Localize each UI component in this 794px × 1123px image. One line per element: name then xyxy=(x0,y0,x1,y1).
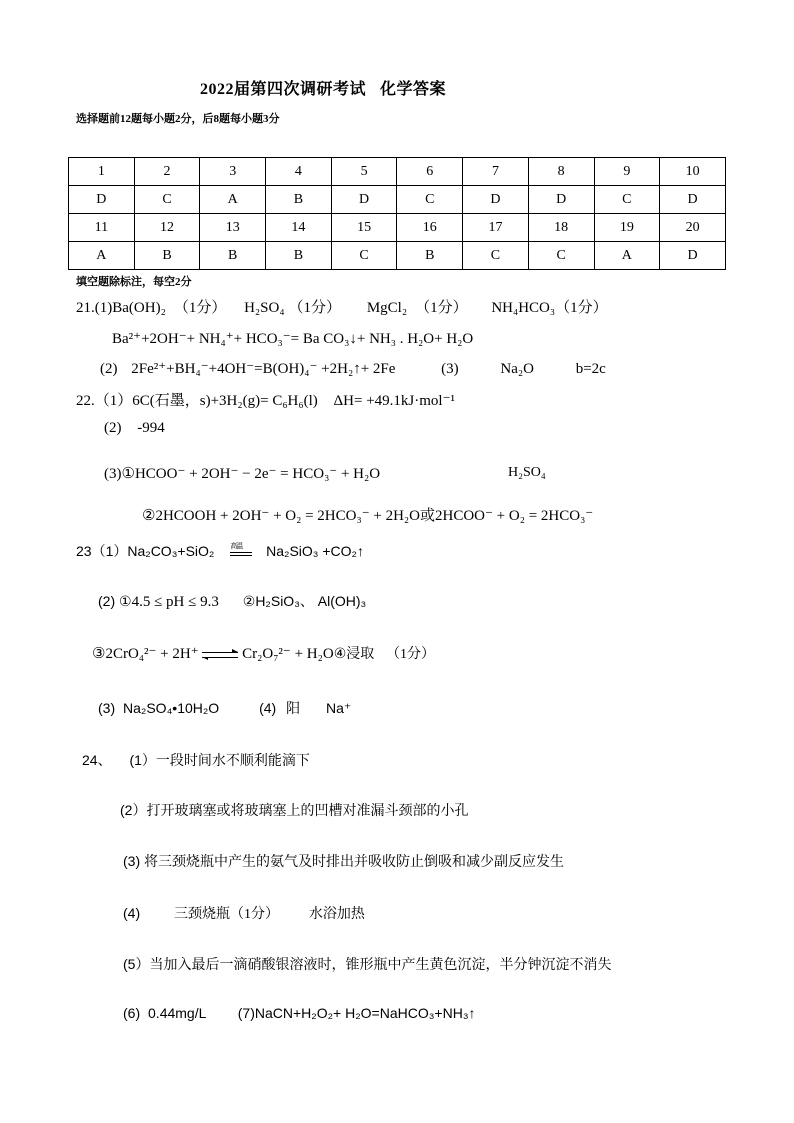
q21-p3-label: (3) xyxy=(441,361,459,377)
q24-line4 xyxy=(123,903,365,923)
q22-line3 xyxy=(104,464,380,483)
q24-p1: (1）一段时间水不顺利能滴下 xyxy=(129,752,310,768)
q24-line1 xyxy=(82,750,310,770)
q24-p7: (7)NaCN+H₂O₂+ H₂O=NaHCO₃+NH₃↑ xyxy=(237,1005,476,1021)
title-sub: 化学答案 xyxy=(380,81,447,98)
table-cell: 7 xyxy=(463,158,529,186)
q22-line4 xyxy=(142,504,593,525)
q23-p2-c-right: Cr₂O₇²⁻ + H₂O xyxy=(242,646,334,662)
table-cell: B xyxy=(200,242,266,270)
q21-b: H₂SO₄ xyxy=(244,300,285,316)
q24-p3: (3) 将三颈烧瓶中产生的氨气及时排出并吸收防止倒吸和减少副反应发生 xyxy=(123,853,564,869)
table-cell: B xyxy=(134,242,200,270)
q22-p3-b: H₂SO₄ xyxy=(508,465,546,480)
table-cell: C xyxy=(331,242,397,270)
fill-note: 填空题除标注，每空2分 xyxy=(76,276,192,288)
q21-p3-b: b=2c xyxy=(575,361,606,377)
q21-c: MgCl₂ xyxy=(366,300,408,316)
table-cell: C xyxy=(594,186,660,214)
q23-p4-label: (4) xyxy=(259,700,277,716)
table-cell: 1 xyxy=(69,158,135,186)
q23-p2-label: (2) ① xyxy=(98,593,132,609)
table-cell: 15 xyxy=(331,214,397,242)
q22-p3-eq2-b: 2HCOO⁻ + O₂ = 2HCO₃⁻ xyxy=(435,508,594,524)
q23-p3-val: Na₂SO₄•10H₂O xyxy=(123,700,220,716)
q23-p2-b: ②H₂SiO₃、 Al(OH)₃ xyxy=(242,593,367,609)
q21-d-pts: （1分） xyxy=(555,300,608,316)
table-cell: 14 xyxy=(266,214,332,242)
table-cell: C xyxy=(134,186,200,214)
table-cell: C xyxy=(528,242,594,270)
q23-line2 xyxy=(98,591,366,611)
table-cell: 20 xyxy=(660,214,726,242)
q23-line1 xyxy=(76,541,364,561)
table-cell: 5 xyxy=(331,158,397,186)
q21-c-pts: （1分） xyxy=(415,300,468,316)
table-cell: 16 xyxy=(397,214,463,242)
q24-label: 24、 xyxy=(82,752,112,768)
q21-line1 xyxy=(76,296,608,317)
q22-eq1: 6C(石墨，s)+3H₂(g)= C₆H₆(l) xyxy=(132,393,318,409)
q22-dh: ΔH= +49.1kJ·mol⁻¹ xyxy=(333,393,456,409)
q24-line6 xyxy=(123,1005,476,1021)
q23-p2-c-label: ③ xyxy=(92,646,106,662)
q23-p4-b: Na⁺ xyxy=(326,700,352,716)
q21-line2 xyxy=(100,359,606,378)
q21-a: Ba(OH)₂ xyxy=(112,300,166,316)
answer-table xyxy=(68,157,726,270)
table-cell: 13 xyxy=(200,214,266,242)
table-cell: C xyxy=(463,242,529,270)
q22-p3-label: (3)① xyxy=(104,466,135,482)
q23-p2-c-left: 2CrO₄²⁻ + 2H⁺ xyxy=(105,646,199,662)
q24-p5: (5）当加入最后一滴硝酸银溶液时，锥形瓶中产生黄色沉淀，半分钟沉淀不消失 xyxy=(123,956,612,972)
q22-p2-val: -994 xyxy=(137,420,165,436)
q23-eq1-right: Na₂SiO₃ +CO₂↑ xyxy=(266,543,364,559)
table-row xyxy=(69,214,726,242)
table-cell: D xyxy=(660,242,726,270)
table-cell: D xyxy=(463,186,529,214)
table-cell: B xyxy=(266,186,332,214)
table-cell: 8 xyxy=(528,158,594,186)
q23-label: 23（1） xyxy=(76,543,128,559)
q21-p2-label: (2) xyxy=(100,361,118,377)
q22-label: 22.（1） xyxy=(76,393,133,409)
table-cell: D xyxy=(331,186,397,214)
table-row xyxy=(69,242,726,270)
q23-p2-d: ④浸取 xyxy=(333,645,375,661)
q21-a-pts: （1分） xyxy=(173,300,227,316)
table-cell: C xyxy=(397,186,463,214)
table-cell: 2 xyxy=(134,158,200,186)
q23-eq1-left: Na₂CO₃+SiO₂ xyxy=(127,543,215,559)
q21-p3-a: Na₂O xyxy=(500,361,534,377)
q21-b-pts: （1分） xyxy=(288,300,342,316)
q21-label: 21.(1) xyxy=(76,300,113,316)
q23-p3-label: (3) xyxy=(98,700,116,716)
q22-p3-eq2-a: ②2HCOOH + 2OH⁻ + O₂ = 2HCO₃⁻ + 2H₂O xyxy=(142,508,420,524)
table-cell: 3 xyxy=(200,158,266,186)
table-cell: B xyxy=(397,242,463,270)
q22-line2 xyxy=(104,420,165,437)
q24-p4-pts: （1分） xyxy=(230,907,280,922)
high-temp-condition xyxy=(230,544,252,560)
q24-p6-label: (6) xyxy=(123,1005,141,1021)
q24-p6-val: 0.44mg/L xyxy=(148,1005,206,1021)
q24-p4-a: 三颈烧瓶 xyxy=(174,905,231,921)
q23-line3 xyxy=(92,643,435,663)
table-cell: 19 xyxy=(594,214,660,242)
q21-d: NH₄HCO₃ xyxy=(491,300,556,316)
q24-p4-b: 水浴加热 xyxy=(308,905,365,921)
table-cell: D xyxy=(660,186,726,214)
q21-eq2: 2Fe²⁺+BH₄⁻+4OH⁻=B(OH)₄⁻ +2H₂↑+ 2Fe xyxy=(131,361,396,377)
q23-p2-d-pts: （1分） xyxy=(386,647,436,662)
table-cell: 6 xyxy=(397,158,463,186)
title-main: 2022届第四次调研考试 xyxy=(200,81,367,98)
q23-p2-range: 4.5 ≤ pH ≤ 9.3 xyxy=(131,594,219,610)
table-cell: A xyxy=(200,186,266,214)
q21-eq1: Ba²⁺+2OH⁻+ NH₄⁺+ HCO₃⁻= Ba CO₃↓+ NH₃ . H₂O+ H₂O xyxy=(112,331,474,347)
q22-line1 xyxy=(76,389,455,410)
table-row xyxy=(69,158,726,186)
table-cell: A xyxy=(69,242,135,270)
q24-p2: (2）打开玻璃塞或将玻璃塞上的凹槽对准漏斗颈部的小孔 xyxy=(120,802,469,818)
table-cell: A xyxy=(594,242,660,270)
table-cell: 4 xyxy=(266,158,332,186)
q23-line4 xyxy=(98,698,351,718)
page-title xyxy=(200,76,446,99)
table-cell: D xyxy=(528,186,594,214)
choice-note: 选择题前12题每小题2分，后8题每小题3分 xyxy=(76,113,280,125)
q22-p3-or: 或 xyxy=(419,508,435,524)
q22-p2-label: (2) xyxy=(104,420,122,436)
table-cell: 17 xyxy=(463,214,529,242)
table-cell: B xyxy=(266,242,332,270)
table-cell: 9 xyxy=(594,158,660,186)
table-cell: D xyxy=(69,186,135,214)
q22-p3-eq: HCOO⁻ + 2OH⁻ − 2e⁻ = HCO₃⁻ + H₂O xyxy=(134,466,381,482)
q24-p4-label: (4) xyxy=(123,905,141,921)
table-cell: 18 xyxy=(528,214,594,242)
table-cell: 12 xyxy=(134,214,200,242)
q23-eq1-cond: 高温 xyxy=(230,543,243,551)
table-cell: 10 xyxy=(660,158,726,186)
q23-p4-a: 阳 xyxy=(286,700,301,716)
table-cell: 11 xyxy=(69,214,135,242)
table-row xyxy=(69,186,726,214)
equilibrium-arrow-icon xyxy=(202,648,238,662)
